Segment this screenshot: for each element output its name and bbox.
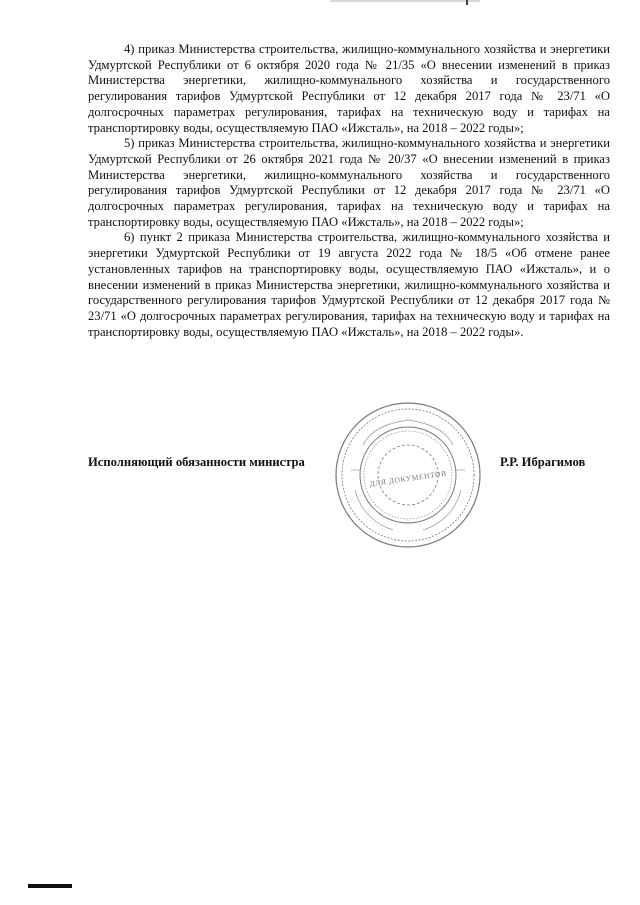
stamp-text: ДЛЯ ДОКУМЕНТОВ (368, 468, 448, 489)
signatory-position: Исполняющий обязанности министра (88, 455, 305, 469)
svg-text:· · · · · · ·: · · · · · · · (425, 515, 448, 534)
signatory-name: Р.Р. Ибрагимов (500, 455, 586, 469)
scan-top-tick (466, 0, 468, 5)
svg-text:· · · · · · ·: · · · · · · · (361, 514, 385, 533)
paragraph-item-5: 5) приказ Министерства строительства, жилищно-коммунального хозяйства и энергетики Удмуртской Республики от 26 октября 2021 года № 20/37 «О внесении изменений в приказ Министерства энергетики, жилищно-коммунального хозяйства и государственного регулирования тарифов Удмуртской Республики от 12 декабря 2017 года № 23/71 «О долгосрочных параметрах регулирования, тарифах на техническую воду и тарифах на транспортировку воды, осуществляемую ПАО «Ижсталь», на 2018 – 2022 годы»; (88, 136, 610, 229)
svg-text:· · · · · · · · ·: · · · · · · · · · (371, 416, 402, 435)
paragraph-item-6: 6) пункт 2 приказа Министерства строительства, жилищно-коммунального хозяйства и энергетики Удмуртской Республики от 19 августа 2022 года № 18/5 «Об отмене ранее установленных тарифов на транспортировку воды, осуществляемую ПАО «Ижсталь», и о внесении изменений в приказ Министерства энергетики, жилищно-коммунального хозяйства и государственного регулирования тарифов Удмуртской Республики от 12 декабря 2017 года № 23/71 «О долгосрочных параметрах регулирования, тарифах на техническую воду и тарифах на транспортировку воды, осуществляемую ПАО «Ижсталь», на 2018 – 2022 годы». (88, 230, 610, 339)
official-seal (333, 400, 483, 550)
scan-top-edge (330, 0, 480, 2)
document-body (88, 42, 610, 340)
scan-bottom-mark (28, 884, 72, 888)
paragraph-item-4: 4) приказ Министерства строительства, жилищно-коммунального хозяйства и энергетики Удмуртской Республики от 6 октября 2020 года № 21/35 «О внесении изменений в приказ Министерства энергетики, жилищно-коммунального хозяйства и государственного регулирования тарифов Удмуртской Республики от 12 декабря 2017 года № 23/71 «О долгосрочных параметрах регулирования, тарифах на техническую воду и тарифах на транспортировку воды, осуществляемую ПАО «Ижсталь», на 2018 – 2022 годы»; (88, 42, 610, 135)
svg-text:· · · · · · · ·: · · · · · · · · (422, 420, 449, 438)
